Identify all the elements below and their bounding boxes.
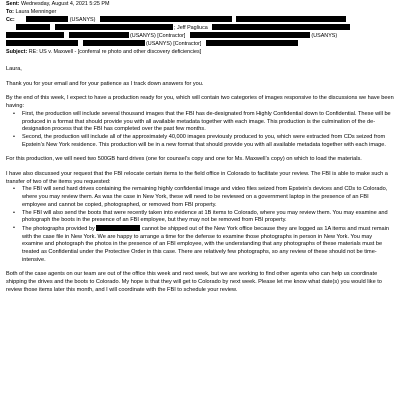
redaction-block	[69, 32, 129, 38]
list-item: • First, the production will include several thousand images that the FBI has de-designated from Highly Confidential down to Confidential. These will be produced in a format that should provide you with all available metadata together with each image. This production is the culmination of the de-designation process that the FBI has completed over the past few months.	[22, 111, 394, 134]
redaction-block	[96, 225, 140, 231]
subject-value: RE: US v. Maxwell - [conferral re photo and other discovery deficiencies]	[28, 49, 202, 55]
subject-label: Subject:	[6, 49, 28, 55]
to-value: Laura Menninger	[15, 9, 57, 15]
redaction-block	[100, 16, 232, 22]
cc-line1-text: (USANYS)	[69, 17, 96, 23]
cc-line3-text-a: (USANYS) [Contractor]	[130, 33, 186, 39]
cc-line3-text-b: (USANYS)	[311, 33, 338, 39]
paragraph-1: Thank you for your email and for your patience as I track down answers for you.	[6, 80, 204, 87]
list-item-text-b: cannot be shipped out of the New York office because they are logged as 1A items and must remain with the case file in New York. We are happy to arrange a time for the defense to examine those photographs in person in New York. You may examine and photograph the photos in the presence of an FBI employee, with the understanding that any photographs of these materials must be treated as Confidential under the Protective Order in this case. There are relatively few photographs, so any review of these should not be time-intensive.	[22, 225, 390, 263]
redaction-block	[55, 24, 173, 30]
cc-row	[6, 16, 396, 24]
to-label: To:	[6, 9, 14, 15]
redaction-block	[16, 24, 50, 30]
email-header	[6, 0, 396, 56]
redaction-block	[212, 24, 350, 30]
paragraph-3: For this production, we will need two 500GB hard drives (one for counsel’s copy and one for Ms. Maxwell’s copy) on which to load the materials.	[6, 156, 362, 163]
greeting: Laura,	[6, 66, 22, 72]
list-item	[22, 225, 394, 265]
redaction-block	[206, 40, 298, 46]
cc-row-3	[6, 32, 396, 40]
paragraph-4: I have also discussed your request that the FBI relocate certain items to the field office in Colorado to facilitate your review. The FBI is able to make such a transfer of two of the items you requested:	[6, 171, 388, 185]
sent-row	[6, 0, 396, 8]
to-row	[6, 8, 396, 16]
redaction-block	[83, 40, 145, 46]
production-list	[6, 111, 394, 150]
subject-row	[6, 48, 396, 56]
redaction-block	[6, 32, 64, 38]
list-item: • Second, the production will include all of the approximately 40,000 images previously produced to you, which were extracted from CDs seized from Epstein’s New York residence. This production will be in a new format that should provide you with all available metadata together with each image.	[22, 134, 394, 149]
sent-value: Wednesday, August 4, 2021 5:25 PM	[20, 1, 110, 7]
list-item: • The FBI will also send the boots that were recently taken into evidence at 1B items to Colorado, where you may review them. You may examine and photograph the boots in the presence of an FBI employee, but they may not be removed from FBI property.	[22, 210, 394, 225]
cc-line4-text: (USANYS) [Contractor]	[146, 41, 202, 47]
cc-line2-text: ; Jeff Pagliuca	[174, 25, 208, 31]
redaction-block	[26, 16, 68, 22]
redaction-block	[6, 40, 78, 46]
list-item: • The FBI will send hard drives containing the remaining highly confidential image and video files seized from Epstein’s devices and CDs to Colorado, where you may review them. As was the case in New York, these will need to be reviewed on a government laptop in the presence of an FBI employee and cannot be copied, photographed, or removed from FBI property.	[22, 186, 394, 209]
transfer-list	[6, 186, 394, 264]
sent-label: Sent:	[6, 1, 20, 7]
cc-row-4	[6, 40, 396, 48]
redaction-block	[190, 32, 310, 38]
redaction-block	[236, 16, 346, 22]
cc-row-2	[6, 24, 396, 32]
paragraph-2: By the end of this week, I expect to have a production ready for you, which will contain two categories of images responsive to the discussions we have been having:	[6, 95, 394, 110]
list-item-text-a: The photographs provided by	[22, 225, 95, 232]
email-body	[6, 66, 394, 302]
cc-label: Cc:	[6, 17, 15, 23]
paragraph-5: Both of the case agents on our team are out of the office this week and next week, but we are working to find other agents who can help us coordinate shipping the drives and the boots to Colorado. My hope is that they will get to Colorado by next week. Please let me know what date(s) you would like to review those items later this month, and I will coordinate with the FBI to schedule your review.	[6, 271, 382, 293]
